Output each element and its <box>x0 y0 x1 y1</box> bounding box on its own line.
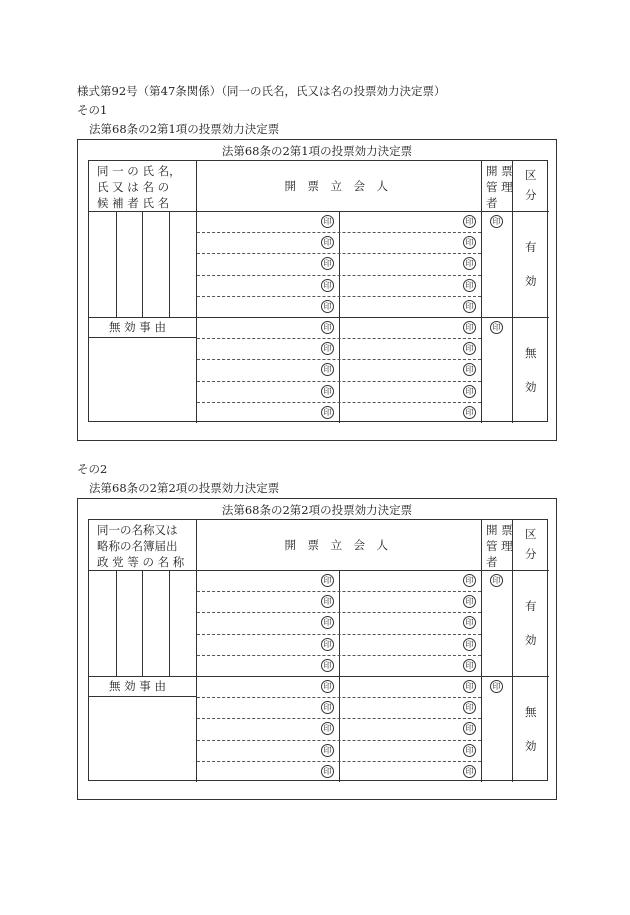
row-divider <box>197 232 481 233</box>
seal-icon: 印 <box>321 638 334 651</box>
grid-line <box>481 520 482 782</box>
manager-seal-icon: 印 <box>490 680 503 693</box>
observers-header: 開 票 立 会 人 <box>284 538 388 552</box>
left-header-line: 候 補 者 氏 名 <box>97 196 170 210</box>
row-divider <box>197 296 481 297</box>
seal-icon: 印 <box>463 744 476 757</box>
grid-line <box>116 211 117 317</box>
section-label-2: その2 <box>77 462 108 476</box>
kubun-header-line: 分 <box>525 188 537 202</box>
seal-icon: 印 <box>463 300 476 313</box>
left-header-line: 同 一 の 氏 名， <box>97 164 181 178</box>
section-label-1: その1 <box>77 103 108 117</box>
seal-icon: 印 <box>463 722 476 735</box>
row-divider <box>197 359 481 360</box>
invalid-reason-label: 無 効 事 由 <box>109 320 166 334</box>
seal-icon: 印 <box>321 300 334 313</box>
seal-icon: 印 <box>463 406 476 419</box>
kubun-header-line: 区 <box>525 168 537 182</box>
row-divider <box>197 718 481 719</box>
row-divider <box>197 697 481 698</box>
manager-header-line: 者 <box>486 555 498 569</box>
seal-icon: 印 <box>463 215 476 228</box>
seal-icon: 印 <box>463 638 476 651</box>
grid-line <box>169 211 170 317</box>
row-divider <box>197 634 481 635</box>
grid-line <box>196 161 197 423</box>
invalid-label: 無 <box>525 346 537 360</box>
seal-icon: 印 <box>463 257 476 270</box>
seal-icon: 印 <box>463 363 476 376</box>
manager-header-line: 管 理 <box>486 539 513 553</box>
invalid-label: 効 <box>525 380 537 394</box>
grid-line <box>89 696 196 697</box>
seal-icon: 印 <box>463 385 476 398</box>
valid-label: 効 <box>525 633 537 647</box>
row-divider <box>197 612 481 613</box>
seal-icon: 印 <box>463 595 476 608</box>
manager-header-line: 開 票 <box>486 523 513 537</box>
seal-icon: 印 <box>463 680 476 693</box>
seal-icon: 印 <box>463 279 476 292</box>
row-divider <box>197 338 481 339</box>
seal-icon: 印 <box>321 701 334 714</box>
seal-icon: 印 <box>321 257 334 270</box>
grid-line <box>142 570 143 676</box>
row-divider <box>197 655 481 656</box>
kubun-header-line: 分 <box>525 547 537 561</box>
inner-title: 法第68条の2第1項の投票効力決定票 <box>221 144 413 158</box>
seal-icon: 印 <box>463 574 476 587</box>
row-divider <box>197 381 481 382</box>
seal-icon: 印 <box>321 236 334 249</box>
decision-table <box>88 160 548 422</box>
seal-icon: 印 <box>321 744 334 757</box>
left-header-line: 政 党 等 の 名 称 <box>97 555 185 569</box>
grid-line <box>89 317 549 318</box>
seal-icon: 印 <box>463 236 476 249</box>
grid-line <box>116 570 117 676</box>
left-header-line: 略称の名簿届出 <box>97 539 178 553</box>
decision-form-2 <box>77 498 557 800</box>
decision-form-1 <box>77 139 557 441</box>
form-subtitle-2: 法第68条の2第2項の投票効力決定票 <box>89 481 280 495</box>
seal-icon: 印 <box>463 765 476 778</box>
row-divider <box>197 740 481 741</box>
form-subtitle-1: 法第68条の2第1項の投票効力決定票 <box>89 122 280 136</box>
manager-seal-icon: 印 <box>490 321 503 334</box>
invalid-reason-label: 無 効 事 由 <box>109 679 166 693</box>
row-divider <box>197 253 481 254</box>
seal-icon: 印 <box>321 765 334 778</box>
grid-line <box>512 520 513 782</box>
seal-icon: 印 <box>321 659 334 672</box>
seal-icon: 印 <box>321 342 334 355</box>
seal-icon: 印 <box>463 342 476 355</box>
grid-line <box>89 676 549 677</box>
grid-line <box>481 161 482 423</box>
seal-icon: 印 <box>321 215 334 228</box>
seal-icon: 印 <box>463 701 476 714</box>
observers-header: 開 票 立 会 人 <box>284 179 388 193</box>
grid-line <box>89 570 549 571</box>
decision-table <box>88 519 548 781</box>
grid-line <box>169 570 170 676</box>
seal-icon: 印 <box>321 595 334 608</box>
manager-seal-icon: 印 <box>490 215 503 228</box>
valid-label: 効 <box>525 274 537 288</box>
grid-line <box>196 520 197 782</box>
seal-icon: 印 <box>321 574 334 587</box>
invalid-label: 効 <box>525 739 537 753</box>
seal-icon: 印 <box>321 616 334 629</box>
grid-line <box>512 161 513 423</box>
seal-icon: 印 <box>321 363 334 376</box>
seal-icon: 印 <box>463 321 476 334</box>
manager-header-line: 管 理 <box>486 180 513 194</box>
seal-icon: 印 <box>321 722 334 735</box>
row-divider <box>197 591 481 592</box>
row-divider <box>197 275 481 276</box>
left-header-line: 氏 又 は 名 の <box>97 180 170 194</box>
kubun-header-line: 区 <box>525 527 537 541</box>
form-header: 様式第92号（第47条関係）（同一の氏名，氏又は名の投票効力決定票） <box>77 84 446 98</box>
grid-line <box>89 211 549 212</box>
left-header-line: 同一の名称又は <box>97 523 178 537</box>
manager-seal-icon: 印 <box>490 574 503 587</box>
grid-line <box>89 337 196 338</box>
valid-label: 有 <box>525 599 537 613</box>
inner-title: 法第68条の2第2項の投票効力決定票 <box>221 503 413 517</box>
seal-icon: 印 <box>463 659 476 672</box>
seal-icon: 印 <box>321 321 334 334</box>
seal-icon: 印 <box>321 385 334 398</box>
seal-icon: 印 <box>463 616 476 629</box>
grid-line <box>142 211 143 317</box>
row-divider <box>197 761 481 762</box>
seal-icon: 印 <box>321 279 334 292</box>
seal-icon: 印 <box>321 680 334 693</box>
valid-label: 有 <box>525 240 537 254</box>
manager-header-line: 者 <box>486 196 498 210</box>
manager-header-line: 開 票 <box>486 164 513 178</box>
row-divider <box>197 402 481 403</box>
seal-icon: 印 <box>321 406 334 419</box>
invalid-label: 無 <box>525 705 537 719</box>
